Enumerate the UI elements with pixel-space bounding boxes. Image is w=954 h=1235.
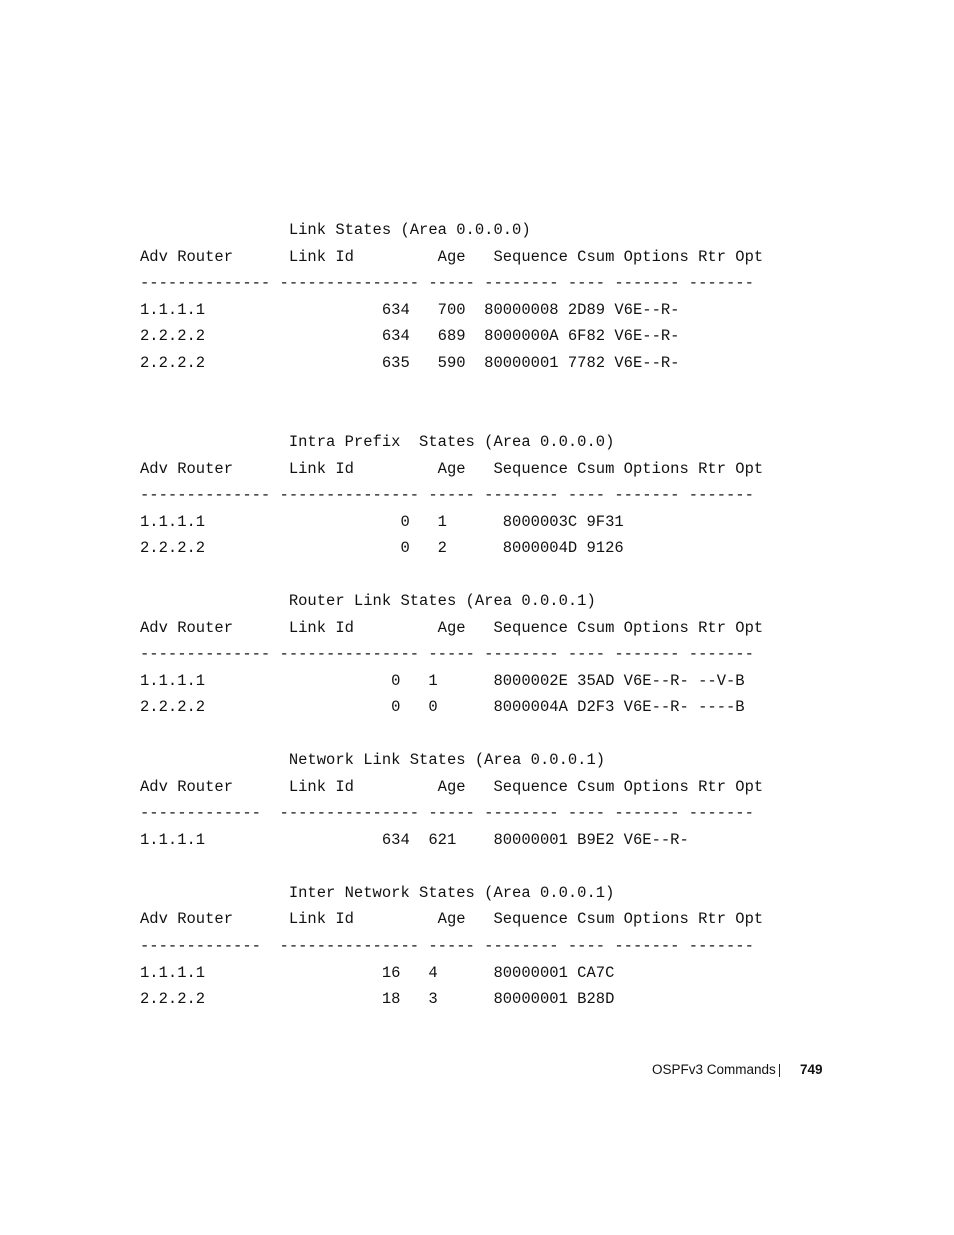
separator-row: ------------- --------------- ----- -------- ---- ------- ------- <box>140 937 754 955</box>
table-row: 1.1.1.1 634 700 80000008 2D89 V6E--R- <box>140 301 680 319</box>
separator-row: ------------- --------------- ----- -------- ---- ------- ------- <box>140 804 754 822</box>
table-row: 2.2.2.2 0 0 8000004A D2F3 V6E--R- ----B <box>140 698 745 716</box>
table-row: 1.1.1.1 0 1 8000002E 35AD V6E--R- --V-B <box>140 672 745 690</box>
column-header-row: Adv Router Link Id Age Sequence Csum Options Rtr Opt <box>140 619 764 637</box>
table-row: 1.1.1.1 16 4 80000001 CA7C <box>140 964 615 982</box>
section-title-router-link-states: Router Link States (Area 0.0.0.1) <box>140 592 596 610</box>
footer-section-title: OSPFv3 Commands <box>652 1062 776 1077</box>
table-row: 2.2.2.2 0 2 8000004D 9126 <box>140 539 624 557</box>
table-row: 1.1.1.1 0 1 8000003C 9F31 <box>140 513 624 531</box>
separator-row: -------------- --------------- ----- -------- ---- ------- ------- <box>140 274 754 292</box>
column-header-row: Adv Router Link Id Age Sequence Csum Options Rtr Opt <box>140 910 764 928</box>
section-title-network-link-states: Network Link States (Area 0.0.0.1) <box>140 751 606 769</box>
table-row: 2.2.2.2 635 590 80000001 7782 V6E--R- <box>140 354 680 372</box>
column-header-row: Adv Router Link Id Age Sequence Csum Options Rtr Opt <box>140 460 764 478</box>
section-title-intra-prefix-states: Intra Prefix States (Area 0.0.0.0) <box>140 433 615 451</box>
column-header-row: Adv Router Link Id Age Sequence Csum Options Rtr Opt <box>140 778 764 796</box>
footer-divider <box>779 1064 780 1077</box>
section-title-inter-network-states: Inter Network States (Area 0.0.0.1) <box>140 884 615 902</box>
table-row: 1.1.1.1 634 621 80000001 B9E2 V6E--R- <box>140 831 689 849</box>
column-header-row: Adv Router Link Id Age Sequence Csum Options Rtr Opt <box>140 248 764 266</box>
table-row: 2.2.2.2 634 689 8000000A 6F82 V6E--R- <box>140 327 680 345</box>
table-row: 2.2.2.2 18 3 80000001 B28D <box>140 990 615 1008</box>
separator-row: -------------- --------------- ----- -------- ---- ------- ------- <box>140 486 754 504</box>
separator-row: -------------- --------------- ----- -------- ---- ------- ------- <box>140 645 754 663</box>
page-number: 749 <box>800 1062 823 1077</box>
section-title-link-states-area-0: Link States (Area 0.0.0.0) <box>140 221 531 239</box>
